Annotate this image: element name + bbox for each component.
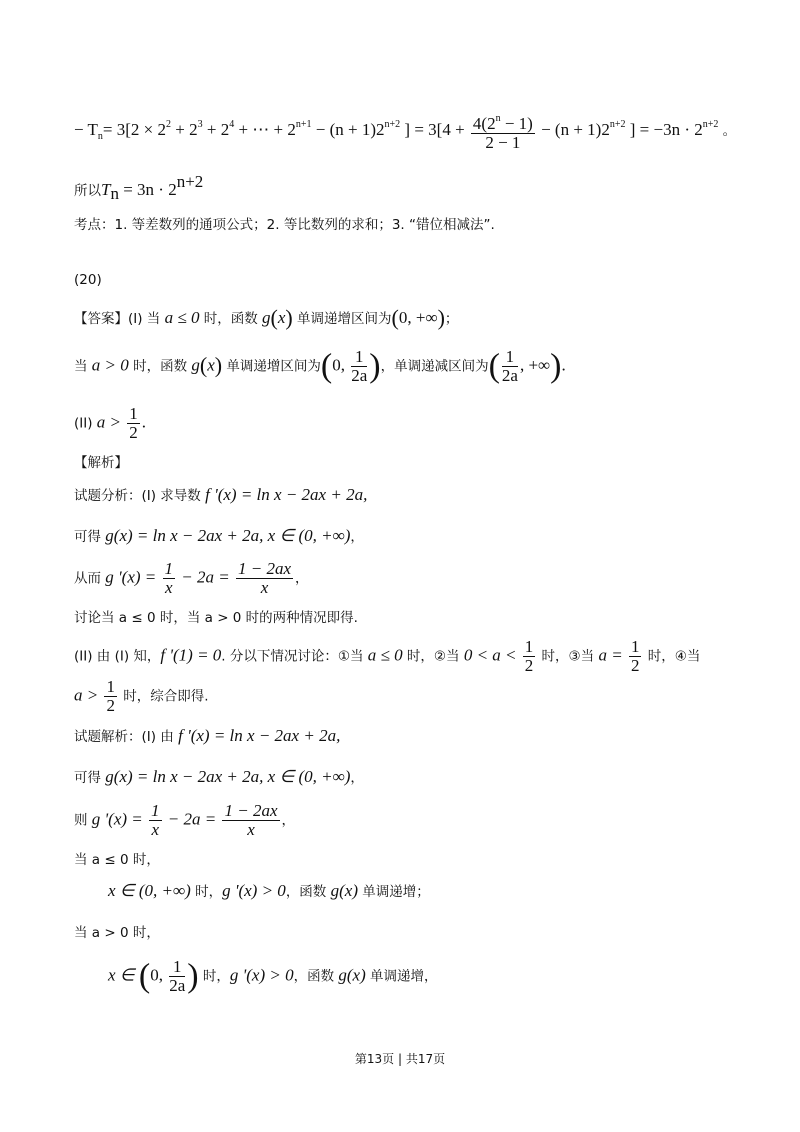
solution-line-4: 当 a ≤ 0 时， bbox=[74, 852, 160, 868]
solution-line-6: 当 a > 0 时， bbox=[74, 925, 160, 941]
answer-tag: 【答案】 bbox=[74, 311, 128, 327]
page-footer: 第13页 | 共17页 bbox=[354, 1052, 446, 1066]
solution-line-5: x ∈ (0, +∞) 时，g '(x) > 0，函数 g(x) 单调递增； bbox=[108, 881, 430, 900]
analysis-line-3: 从而 g '(x) = $\frac{1}{x}$ − 2a = $\frac{1 - 2ax}{x}$ ， bbox=[74, 559, 309, 597]
analysis-line-5: (II) 由 (I) 知，f '(1) = 0. 分以下情况讨论：①当 a ≤ 0 时，②当 0 < a < $\frac{1}{2}$ 时，③当 a = $\frac{1}{2}$ 时，④当 bbox=[74, 637, 701, 675]
analysis-line-2: 可得 g(x) = ln x − 2ax + 2a, x ∈ (0, +∞)， bbox=[74, 526, 364, 545]
eq-fraction: $\frac{4(2^n - 1)}{2 - 1}$ bbox=[471, 110, 535, 152]
answer-line-3: (II) a > $\frac{1}{2}$ . bbox=[74, 404, 147, 442]
jiexi-tag: 【解析】 bbox=[74, 455, 128, 471]
solution-line-2: 可得 g(x) = ln x − 2ax + 2a, x ∈ (0, +∞)， bbox=[74, 767, 364, 786]
analysis-line-6: a > $\frac{1}{2}$ 时，综合即得. bbox=[74, 677, 209, 715]
eq-lhs: − $T_n$ bbox=[74, 119, 103, 142]
eq-tn-line: − $T_n= 3[2 \times 2^2 + 2^3 + 2^4$ + ⋯ + $2^{n+1} - (n + 1)2^{n+2}$ ] = 3[4 + $\frac{4(2^n - 1)}{2 - 1}$ − $(n + 1)2^{n+2}$ ] = $-3n \cdot 2^{n+2}$ 。 bbox=[74, 110, 736, 152]
analysis-line-4: 讨论当 a ≤ 0 时，当 a > 0 时的两种情况即得. bbox=[74, 610, 358, 626]
problem-number: (20) bbox=[74, 272, 102, 288]
solution-line-7: x ∈ (0, $\frac{1}{2a}$ ) 时，g '(x) > 0，函数 g(x) 单调递增， bbox=[108, 957, 438, 995]
kaodian-line: 考点：1. 等差数列的通项公式；2. 等比数列的求和；3. “错位相减法”. bbox=[74, 217, 495, 233]
solution-line-1: 试题解析：(I) 由 f '(x) = ln x − 2ax + 2a, bbox=[74, 726, 341, 745]
answer-line-2: 当 a > 0 时，函数 g(x) 单调递增区间为(0, $\frac{1}{2a}$ )，单调递减区间为( $\frac{1}{2a}$ , +∞). bbox=[74, 347, 566, 385]
answer-line-1: 【答案】(I) 当 a ≤ 0 时，函数 g(x) 单调递增区间为(0, +∞)； bbox=[74, 305, 459, 330]
solution-line-3: 则 g '(x) = $\frac{1}{x}$ − 2a = $\frac{1 - 2ax}{x}$ ， bbox=[74, 801, 296, 839]
analysis-line-1: 试题分析：(I) 求导数 f '(x) = ln x − 2ax + 2a, bbox=[74, 485, 368, 504]
so-tn-line: 所以$T_n = 3n \cdot 2^{n+2}$ bbox=[74, 172, 204, 203]
